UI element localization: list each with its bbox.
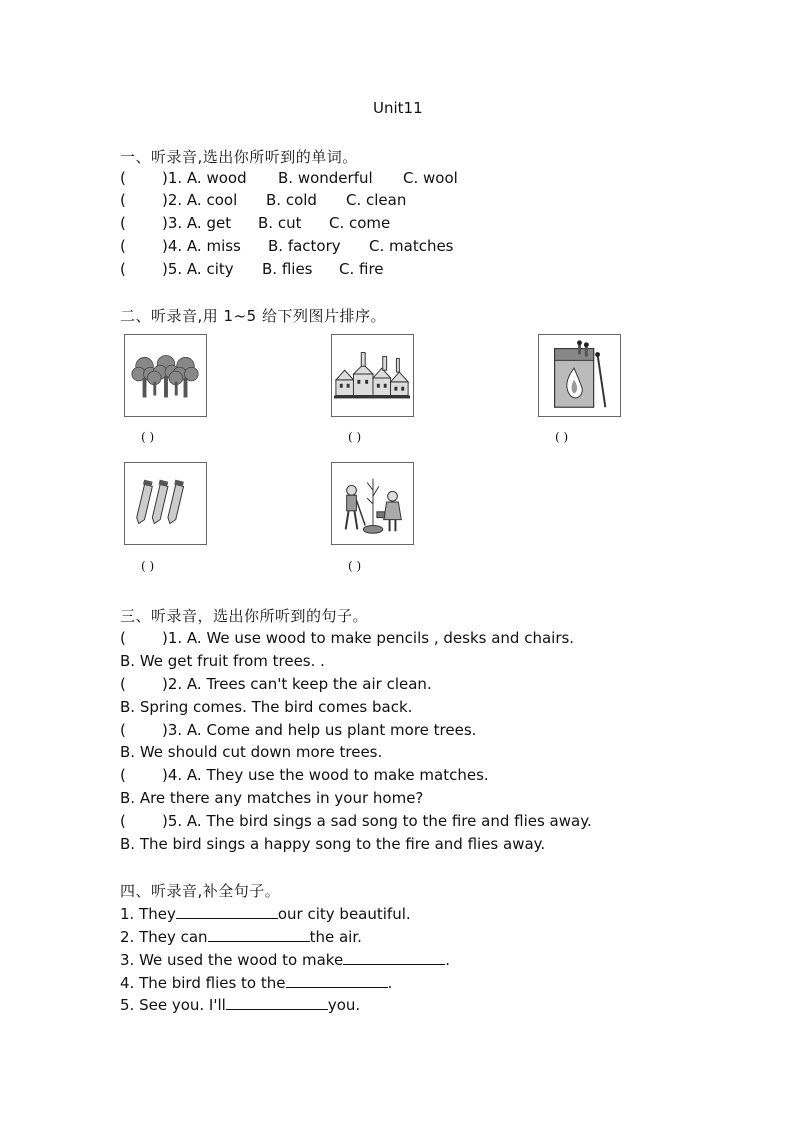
- answer-paren-3[interactable]: ( ): [555, 430, 569, 444]
- section-3-item-5-b: B. The bird sings a happy song to the fire and flies away.: [120, 835, 546, 853]
- section-1-item-3: ( )3. A. get B. cut C. come: [120, 214, 391, 232]
- section-3-item-4-b: B. Are there any matches in your home?: [120, 789, 424, 807]
- page-title: Unit11: [373, 99, 423, 117]
- answer-blank[interactable]: [176, 904, 278, 919]
- section-1-item-2: ( )2. A. cool B. cold C. clean: [120, 191, 407, 209]
- section-3-item-1-b: B. We get fruit from trees. .: [120, 652, 325, 670]
- answer-paren-5[interactable]: ( ): [348, 559, 362, 573]
- section-3-heading: 三、听录音，选出你所听到的句子。: [120, 607, 369, 625]
- section-1-item-5: ( )5. A. city B. flies C. fire: [120, 260, 384, 278]
- section-4-item-1: 1. They our city beautiful.: [120, 905, 411, 923]
- section-4-item-2: 2. They can the air.: [120, 928, 362, 946]
- answer-paren-1[interactable]: ( ): [141, 430, 155, 444]
- answer-paren-4[interactable]: ( ): [141, 559, 155, 573]
- section-3-item-2-a: ( )2. A. Trees can't keep the air clean.: [120, 675, 432, 693]
- answer-blank[interactable]: [226, 995, 328, 1010]
- answer-paren-2[interactable]: ( ): [348, 430, 362, 444]
- matchbox-icon: [538, 334, 621, 417]
- section-3-item-3-b: B. We should cut down more trees.: [120, 743, 383, 761]
- section-2-heading: 二、听录音,用 1~5 给下列图片排序。: [120, 307, 386, 325]
- answer-blank[interactable]: [286, 973, 388, 988]
- section-4-item-3: 3. We used the wood to make .: [120, 951, 450, 969]
- section-4-item-5: 5. See you. I'll you.: [120, 996, 361, 1014]
- factory-town-icon: [331, 334, 414, 417]
- section-1-heading: 一、听录音,选出你所听到的单词。: [120, 148, 358, 166]
- section-1-item-1: ( )1. A. wood B. wonderful C. wool: [120, 169, 458, 187]
- children-planting-tree-icon: [331, 462, 414, 545]
- section-3-item-5-a: ( )5. A. The bird sings a sad song to the fire and flies away.: [120, 812, 592, 830]
- section-4-item-4: 4. The bird flies to the .: [120, 974, 393, 992]
- pencils-icon: [124, 462, 207, 545]
- section-1-item-4: ( )4. A. miss B. factory C. matches: [120, 237, 454, 255]
- section-3-item-3-a: ( )3. A. Come and help us plant more trees.: [120, 721, 477, 739]
- trees-icon: [124, 334, 207, 417]
- section-4-heading: 四、听录音,补全句子。: [120, 882, 281, 900]
- section-3-item-1-a: ( )1. A. We use wood to make pencils , desks and chairs.: [120, 629, 575, 647]
- answer-blank[interactable]: [343, 950, 445, 965]
- section-3-item-4-a: ( )4. A. They use the wood to make matches.: [120, 766, 489, 784]
- answer-blank[interactable]: [208, 927, 310, 942]
- section-3-item-2-b: B. Spring comes. The bird comes back.: [120, 698, 413, 716]
